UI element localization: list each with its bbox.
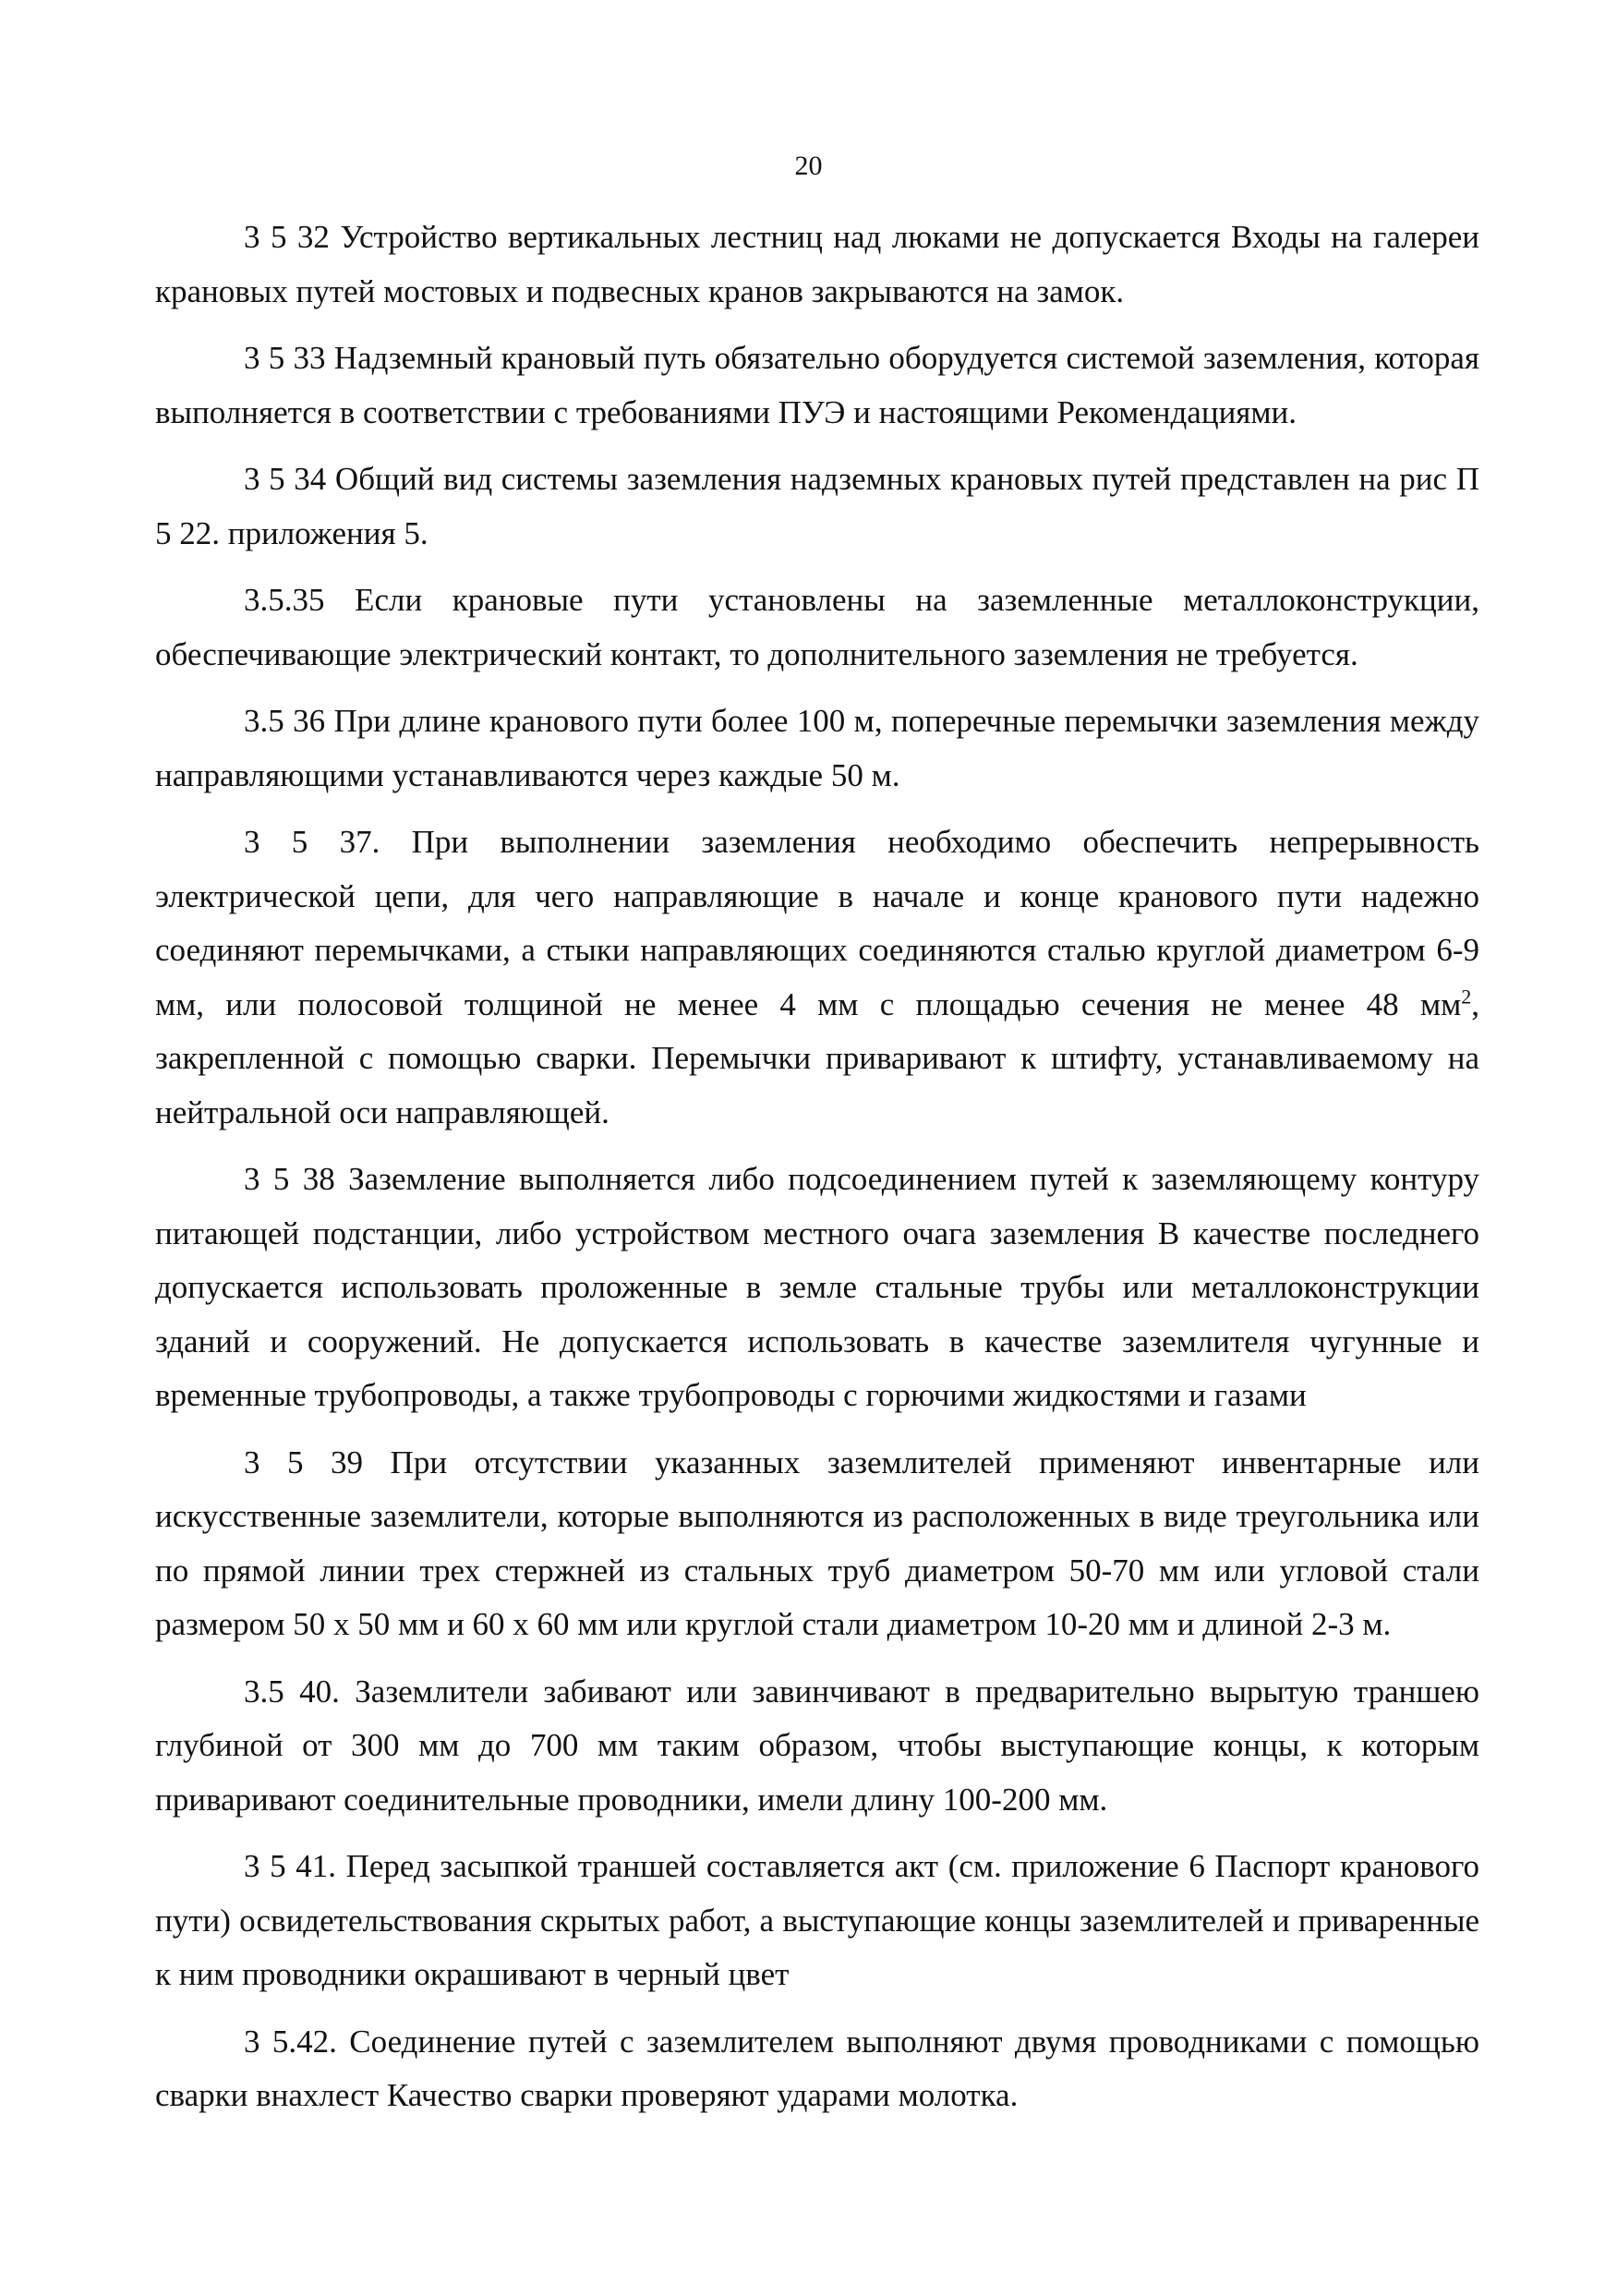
squared-superscript: 2 <box>1461 984 1472 1008</box>
document-body <box>155 211 1479 2123</box>
paragraph-3-5-36: 3.5 36 При длине кранового пути более 100 м, поперечные перемычки заземления между направляющими устанавливаются через каждые 50 м. <box>155 703 1479 793</box>
paragraph-3-5-37 <box>155 816 1479 1140</box>
paragraph-3-5-42: 3 5.42. Соединение путей с заземлителем выполняют двумя проводниками с помощью сварки внахлест Качество сварки проверяют ударами молотка. <box>155 2023 1479 2113</box>
paragraph-3-5-41: 3 5 41. Перед засыпкой траншей составляется акт (см. приложение 6 Паспорт кранового пути) освидетельствования скрытых работ, а выступающие концы заземлителей и приваренные к ним проводники окрашивают в черный цвет <box>155 1848 1479 1992</box>
paragraph-3-5-40: 3.5 40. Заземлители забивают или завинчивают в предварительно вырытую траншею глубиной от 300 мм до 700 мм таким образом, чтобы выступающие концы, к которым приваривают соединительные проводники, имели длину 100-200 мм. <box>155 1673 1479 1818</box>
paragraph-3-5-33: 3 5 33 Надземный крановый путь обязательно оборудуется системой заземления, которая выполняется в соответствии с требованиями ПУЭ и настоящими Рекомендациями. <box>155 340 1479 430</box>
paragraph-3-5-34: 3 5 34 Общий вид системы заземления надземных крановых путей представлен на рис П 5 22. приложения 5. <box>155 461 1479 551</box>
paragraph-3-5-39: 3 5 39 При отсутствии указанных заземлителей применяют инвентарные или искусственные заземлители, которые выполняются из расположенных в виде треугольника или по прямой линии трех стержней из стальных труб диаметром 50-70 мм или угловой стали размером 50 х 50 мм и 60 х 60 мм или круглой стали диаметром 10-20 мм и длиной 2-3 м. <box>155 1444 1479 1642</box>
paragraph-3-5-35: 3.5.35 Если крановые пути установлены на заземленные металлоконструкции, обеспечивающие электрический контакт, то дополнительного заземления не требуется. <box>155 582 1479 672</box>
paragraph-3-5-37-text-before: 3 5 37. При выполнении заземления необходимо обеспечить непрерывность электрической цепи, для чего направляющие в начале и конце кранового пути надежно соединяют перемычками, а стыки направляющих соединяются сталью круглой диаметром 6-9 мм, или полосовой толщиной не менее 4 мм с площадью сечения не менее 48 мм <box>155 824 1479 1022</box>
page-number: 20 <box>794 151 823 181</box>
paragraph-3-5-32: 3 5 32 Устройство вертикальных лестниц над люками не допускается Входы на галереи крановых путей мостовых и подвесных кранов закрываются на замок. <box>155 219 1479 309</box>
paragraph-3-5-38: 3 5 38 Заземление выполняется либо подсоединением путей к заземляющему контуру питающей подстанции, либо устройством местного очага заземления В качестве последнего допускается использовать проложенные в земле стальные трубы или металлоконструкции зданий и сооружений. Не допускается использовать в качестве заземлителя чугунные и временные трубопроводы, а также трубопроводы с горючими жидкостями и газами <box>155 1161 1479 1413</box>
paragraph-3-5-37-text-after: , закрепленной с помощью сварки. Перемычки приваривают к штифту, устанавливаемому на нейтральной оси направляющей. <box>155 985 1479 1130</box>
